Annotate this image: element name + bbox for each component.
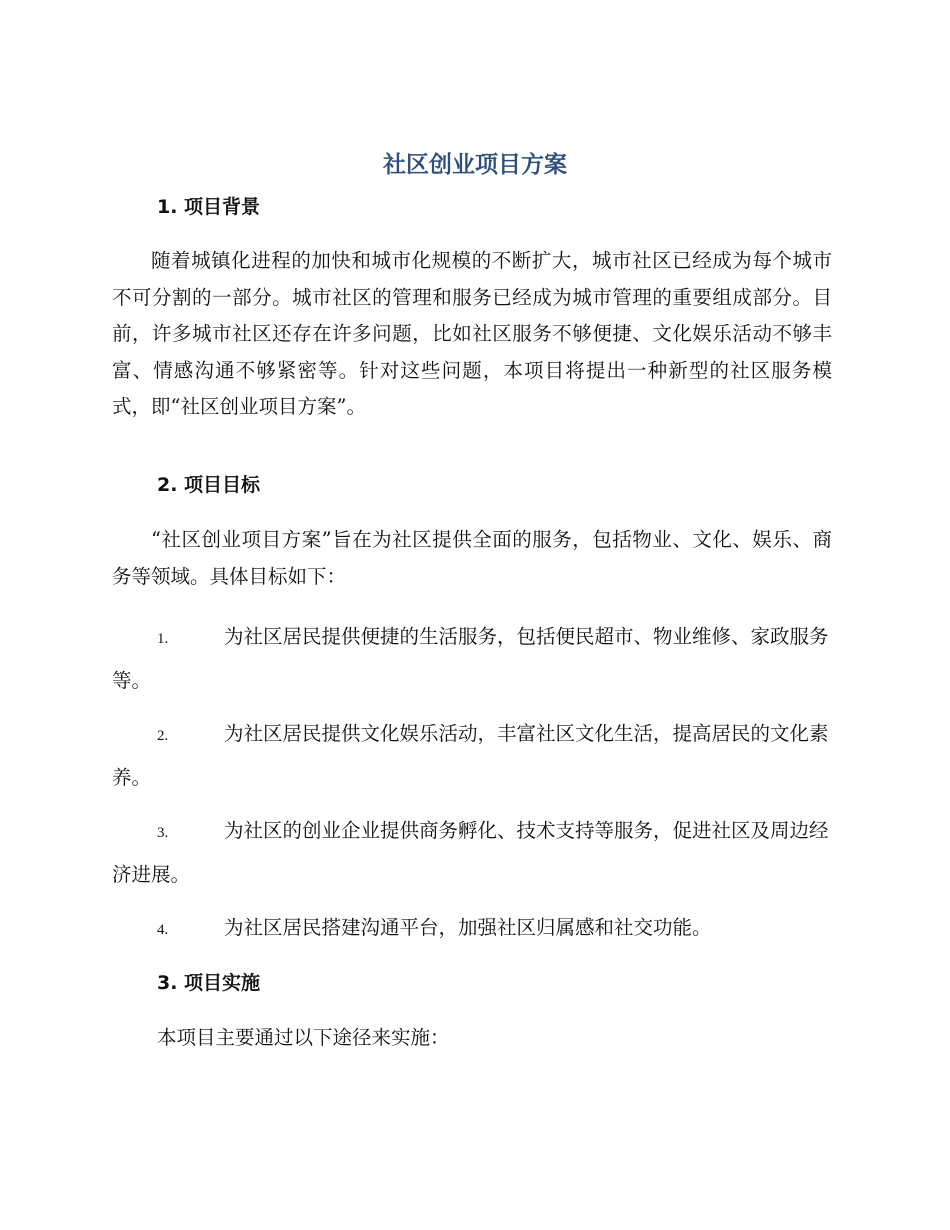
goal-item (112, 810, 832, 896)
goal-number: 4. (157, 922, 169, 938)
background-paragraph: 随着城镇化进程的加快和城市化规模的不断扩大，城市社区已经成为每个城市不可分割的一部分。城市社区的管理和服务已经成为城市管理的重要组成部分。目前，许多城市社区还存在许多问题，比如社区服务不够便捷、文化娱乐活动不够丰富、情感沟通不够紧密等。针对这些问题，本项目将提出一种新型的社区服务模式，即“社区创业项目方案”。 (112, 249, 832, 418)
goal-paragraph: “社区创业项目方案”旨在为社区提供全面的服务，包括物业、文化、娱乐、商务等领域。具体目标如下： (112, 528, 832, 588)
goal-item (112, 713, 832, 799)
goal-text: 为社区居民搭建沟通平台，加强社区归属感和社交功能。 (224, 916, 712, 939)
section-heading-goals: 2. 项目目标 (157, 474, 261, 496)
section-heading-background: 1. 项目背景 (157, 196, 261, 218)
goal-item (112, 616, 832, 702)
goal-number: 3. (157, 825, 169, 841)
document-title: 社区创业项目方案 (383, 152, 567, 178)
goal-text: 为社区的创业企业提供商务孵化、技术支持等服务，促进社区及周边经济进展。 (112, 819, 829, 886)
section-heading-implementation: 3. 项目实施 (157, 972, 261, 994)
goal-text: 为社区居民提供便捷的生活服务，包括便民超市、物业维修、家政服务等。 (112, 625, 829, 692)
goal-item (112, 907, 832, 951)
goal-number: 2. (157, 728, 169, 744)
goal-number: 1. (157, 631, 169, 647)
goal-text: 为社区居民提供文化娱乐活动，丰富社区文化生活，提高居民的文化素养。 (112, 722, 829, 789)
implementation-intro: 本项目主要通过以下途径来实施： (157, 1026, 450, 1049)
